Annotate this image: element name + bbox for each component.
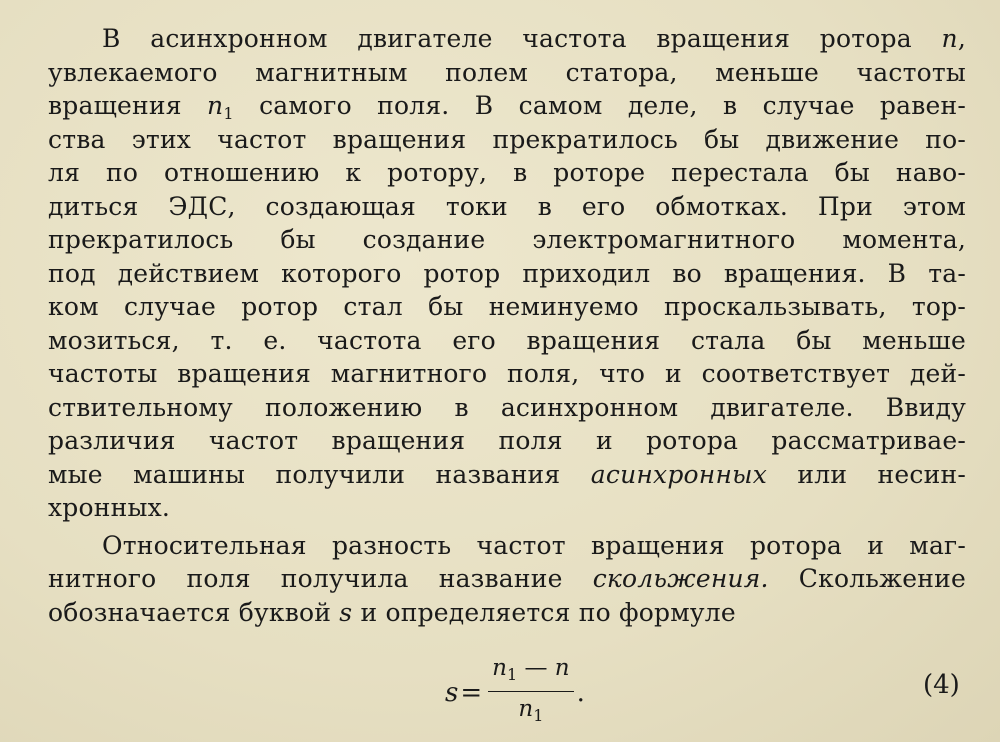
text-line: нитного поля получила название скольжения. Скольжение: [48, 564, 966, 593]
fraction-numerator: $n_1$ — n: [488, 654, 573, 692]
formula-lhs: s: [445, 677, 459, 708]
text-body: [48, 22, 966, 629]
text-line: мозиться, т. е. частота его вращения стала бы меньше: [48, 325, 966, 355]
formula-block: [0, 648, 1000, 728]
text-line: различия частот вращения поля и ротора рассматривае-: [48, 426, 966, 455]
variable-n1: $n_1$: [207, 91, 234, 123]
text-line: ля по отношению к ротору, в роторе перестала бы наво-: [48, 158, 966, 187]
text-line: увлекаемого магнитным полем статора, меньше частоты: [48, 57, 966, 87]
text-line: под действием которого ротор приходил во вращения. В та-: [48, 258, 966, 288]
equation-number: (4): [923, 670, 960, 700]
text-line: ствительному положению в асинхронном двигателе. Ввиду: [48, 392, 966, 422]
text-line: хронных.: [48, 493, 171, 522]
term-slip: скольжения.: [592, 564, 769, 593]
variable-n: n: [941, 24, 958, 53]
text-line: диться ЭДС, создающая токи в его обмотках. При этом: [48, 191, 966, 221]
fraction-denominator: $n_1$: [518, 696, 544, 725]
slip-formula: [445, 654, 585, 731]
text-line: ком случае ротор стал бы неминуемо проскальзывать, тор-: [48, 292, 966, 321]
text-line: частоты вращения магнитного поля, что и соответствует дей-: [48, 359, 966, 388]
text-line: Относительная разность частот вращения ротора и маг-: [102, 530, 966, 560]
text-line: мые машины получили названия асинхронных или несин-: [48, 459, 966, 489]
text-line: обозначается буквой s и определяется по формуле: [48, 597, 736, 627]
formula-period: .: [576, 677, 585, 708]
equals-sign: =: [460, 677, 483, 708]
variable-s: s: [339, 597, 353, 627]
text-line: вращения $n_1$ самого поля. В самом деле, в случае равен-: [48, 91, 966, 123]
text-line: ства этих частот вращения прекратилось бы движение по-: [48, 124, 966, 154]
fraction: [488, 654, 573, 731]
text-line: В асинхронном двигателе частота вращения ротора n,: [102, 24, 966, 53]
text-line: прекратилось бы создание электромагнитного момента,: [48, 225, 966, 254]
term-asynchronous: асинхронных: [590, 459, 767, 489]
